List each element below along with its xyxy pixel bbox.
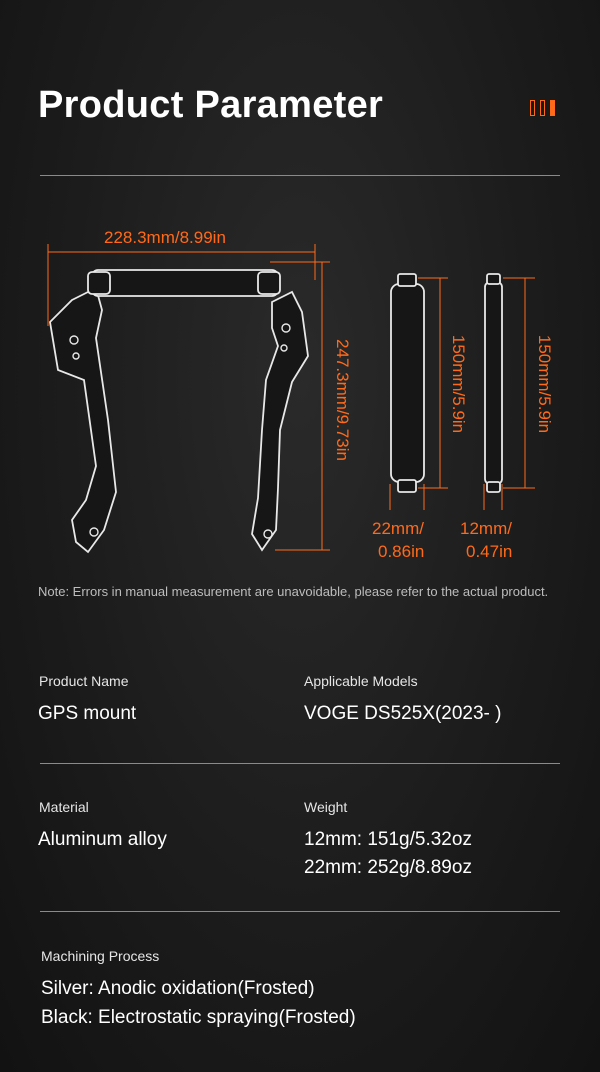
bar12-diameter-line1: 12mm/ [460,519,512,538]
bar-outline-icon [540,100,545,116]
page-title: Product Parameter [38,84,384,126]
decorative-bars-icon [530,100,555,116]
process-value-black: Black: Electrostatic spraying(Frosted) [41,1007,356,1028]
mount-outline [50,270,502,552]
process-value-silver: Silver: Anodic oxidation(Frosted) [41,978,315,999]
height-dimension-label: 247.3mm/9.73in [333,339,352,461]
bar12-diameter-line2: 0.47in [466,542,513,561]
bar22-length-label: 150mm/5.9in [449,334,468,434]
models-label: Applicable Models [304,673,418,689]
measurement-note: Note: Errors in manual measurement are unavoidable, please refer to the actual product. [38,584,549,599]
product-name-value: GPS mount [38,703,137,724]
width-dimension-label: 228.3mm/8.99in [104,228,226,247]
process-label: Machining Process [41,948,160,964]
divider [40,175,560,176]
bar22-diameter-line1: 22mm/ [372,519,424,538]
material-label: Material [39,799,89,815]
product-name-label: Product Name [39,673,129,689]
bar-solid-icon [550,100,555,116]
models-value: VOGE DS525X(2023- ) [304,703,502,724]
material-value: Aluminum alloy [38,829,167,850]
weight-value-12mm: 12mm: 151g/5.32oz [304,829,472,850]
bar-outline-icon [530,100,535,116]
weight-label: Weight [304,799,348,815]
divider [40,911,560,912]
bar22-diameter-line2: 0.86in [378,542,425,561]
divider [40,763,560,764]
weight-value-22mm: 22mm: 252g/8.89oz [304,857,472,878]
bar12-length-label: 150mm/5.9in [535,334,554,434]
dimension-diagram [0,230,600,570]
